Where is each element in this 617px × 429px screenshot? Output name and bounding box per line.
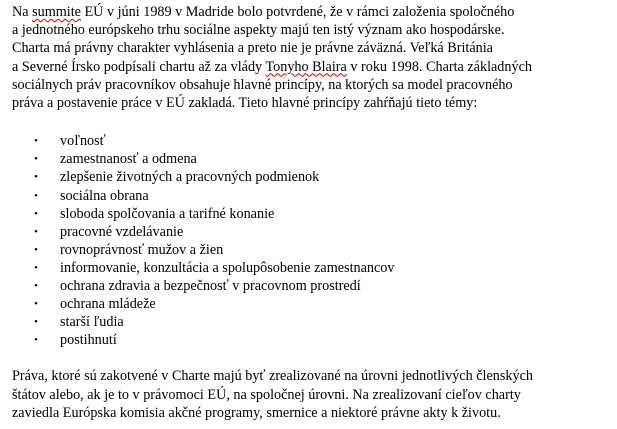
paragraph-line: a jednotného európskeho trhu sociálne aspekty majú ten istý význam ako hospodárske. xyxy=(12,22,505,39)
list-item: • voľnosť xyxy=(34,133,106,150)
list-item: • ochrana zdravia a bezpečnosť v pracovnom prostredí xyxy=(34,277,361,294)
list-item: • rovnoprávnosť mužov a žien xyxy=(34,241,224,258)
bullet-icon: • xyxy=(34,334,38,347)
bullet-icon: • xyxy=(34,207,38,220)
bullet-icon: • xyxy=(34,135,38,148)
bullet-icon: • xyxy=(34,225,38,238)
bullet-icon: • xyxy=(34,316,38,329)
bullet-icon: • xyxy=(34,243,38,256)
paragraph-line: zaviedla Európska komisia akčné programy, smernice a niektoré právne akty k životu. xyxy=(12,404,501,421)
bullet-icon: • xyxy=(34,279,38,292)
bullet-icon: • xyxy=(34,171,38,184)
closing-paragraph xyxy=(12,367,612,422)
list-item: • pracovné vzdelávanie xyxy=(34,223,184,240)
bullet-icon: • xyxy=(34,189,38,202)
list-item: • starší ľudia xyxy=(34,314,124,331)
list-item: • sloboda spolčovania a tarifné konanie xyxy=(34,205,275,222)
paragraph-line: Charta má právny charakter vyhlásenia a preto nie je právne záväzná. Veľká Británia xyxy=(12,40,493,57)
bullet-icon: • xyxy=(34,298,38,311)
intro-paragraph xyxy=(12,3,612,112)
list-item: • zamestnanosť a odmena xyxy=(34,151,197,168)
paragraph-line: práva a postavenie práce v EÚ zakladá. Tieto hlavné princípy zahŕňajú tieto témy: xyxy=(12,95,478,112)
misspelled-word[interactable]: summite xyxy=(32,4,81,20)
paragraph-line: sociálnych práv pracovníkov obsahuje hlavné princípy, na ktorých sa model pracovného xyxy=(12,76,513,93)
document-page xyxy=(12,0,612,422)
paragraph-line: Na summite EÚ v júni 1989 v Madride bolo potvrdené, že v rámci založenia spoločného xyxy=(12,4,515,20)
bullet-icon: • xyxy=(34,261,38,274)
principles-list xyxy=(12,132,612,349)
list-item: • informovanie, konzultácia a spolupôsobenie zamestnancov xyxy=(34,259,395,276)
list-item: • postihnutí xyxy=(34,332,117,349)
list-item: • zlepšenie životných a pracovných podmienok xyxy=(34,169,320,186)
paragraph-line: a Severné Írsko podpísali chartu až za vlády Tonyho Blaira v roku 1998. Charta základných xyxy=(12,58,532,75)
bullet-icon: • xyxy=(34,153,38,166)
paragraph-line: štátov alebo, ak je to v právomoci EÚ, na spoločnej úrovni. Na zrealizovaní cieľov charty xyxy=(12,386,521,403)
paragraph-line: Práva, ktoré sú zakotvené v Charte majú byť zrealizované na úrovni jednotlivých členských xyxy=(12,368,533,385)
misspelled-word[interactable]: Tonyho Blaira xyxy=(265,58,347,75)
list-item: • sociálna obrana xyxy=(34,187,149,204)
list-item: • ochrana mládeže xyxy=(34,296,156,313)
